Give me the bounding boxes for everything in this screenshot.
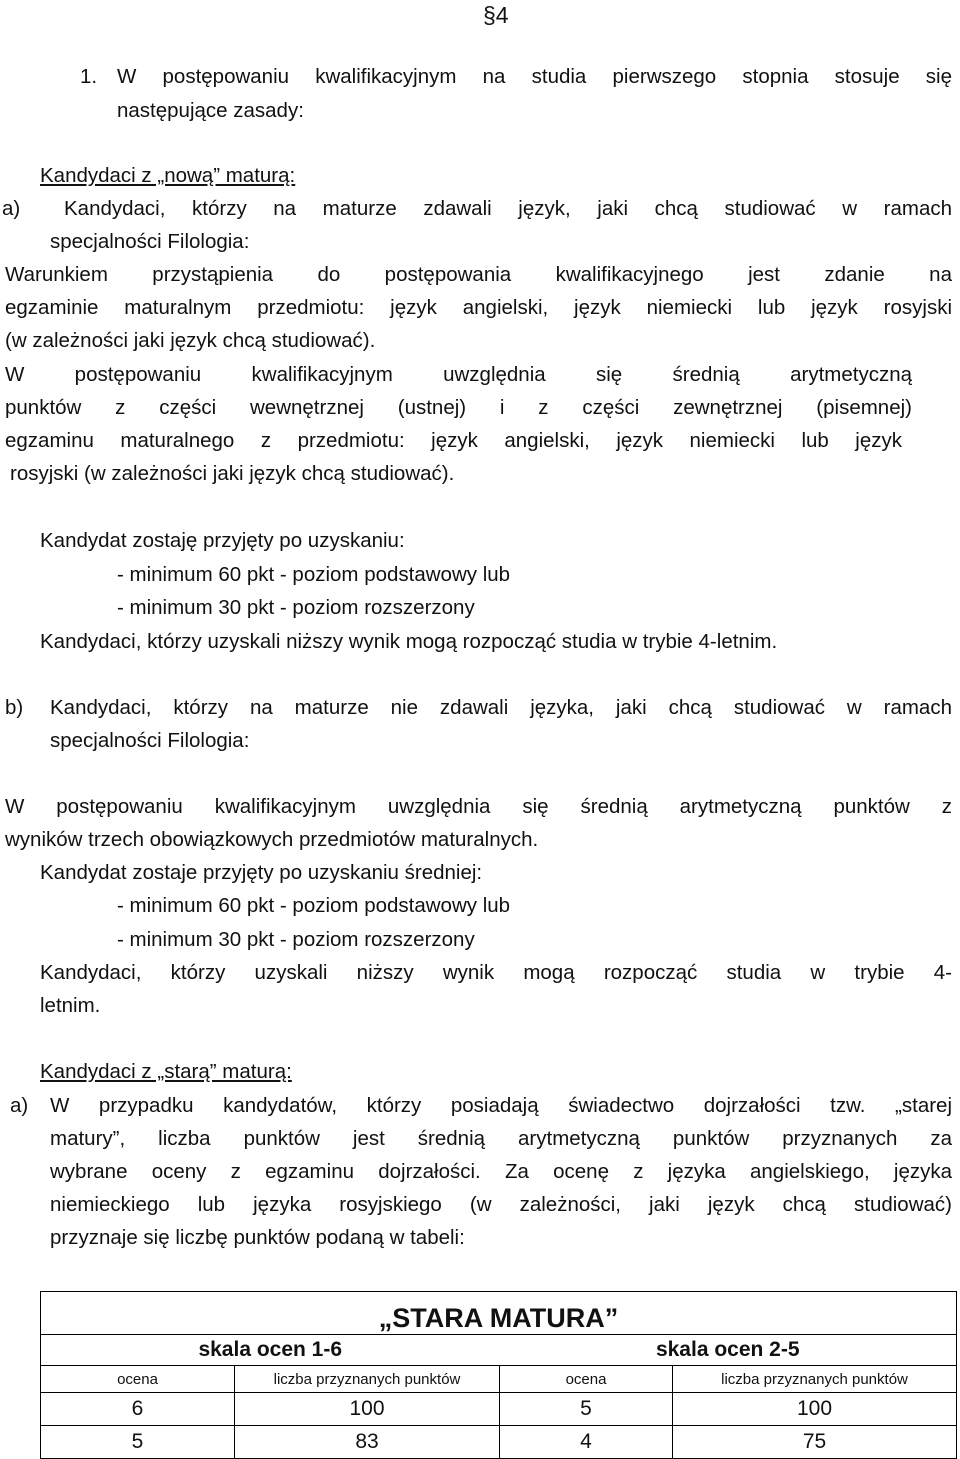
column-header-points: liczba przyznanych punktów [673,1366,957,1393]
section-number: §4 [483,2,509,28]
table-title: „STARA MATURA” [41,1292,957,1335]
old-item-a-line: przyznaje się liczbę punktów podaną w tabeli: [50,1226,465,1249]
table-cell: 5 [500,1393,673,1426]
intro-number: 1. [80,65,98,88]
table-cell: 83 [235,1426,500,1459]
admission-b-note: letnim. [40,994,101,1017]
procedure-b-line: wyników trzech obowiązkowych przedmiotów maturalnych. [5,828,539,851]
item-a-line: specjalności Filologia: [50,230,250,253]
admission-b-line: Kandydat zostaje przyjęty po uzyskaniu średniej: [40,861,483,884]
old-item-a-line: wybrane oceny z egzaminu dojrzałości. Za ocenę z języka angielskiego, języka [50,1160,952,1183]
procedure-paragraph-line: punktów z części wewnętrznej (ustnej) i z części zewnętrznej (pisemnej) [5,396,912,419]
stara-matura-table [40,1291,957,1459]
condition-paragraph-line: (w zależności jaki język chcą studiować). [5,329,376,352]
admission-b-note: Kandydaci, którzy uzyskali niższy wynik mogą rozpocząć studia w trybie 4- [40,961,952,984]
old-item-a-line: W przypadku kandydatów, którzy posiadają świadectwo dojrzałości tzw. „starej [50,1094,952,1117]
item-b-line: specjalności Filologia: [50,729,250,752]
condition-paragraph-line: egzaminie maturalnym przedmiotu: język angielski, język niemiecki lub język rosyjski [5,296,952,319]
procedure-paragraph-line: rosyjski (w zależności jaki język chcą studiować). [10,462,455,485]
table-row [41,1393,957,1426]
condition-paragraph-line: Warunkiem przystąpienia do postępowania kwalifikacyjnego jest zdanie na [5,263,952,286]
column-header-grade: ocena [41,1366,235,1393]
admission-b-criterion: - minimum 30 pkt - poziom rozszerzony [117,928,475,951]
procedure-b-line: W postępowaniu kwalifikacyjnym uwzględnia się średnią arytmetyczną punktów z [5,795,952,818]
new-matura-heading: Kandydaci z „nową” maturą: [40,164,296,187]
admission-paragraph-line: Kandydat zostaję przyjęty po uzyskaniu: [40,529,405,552]
table-cell: 6 [41,1393,235,1426]
table-cell: 5 [41,1426,235,1459]
table-cell: 75 [673,1426,957,1459]
intro-line: następujące zasady: [117,99,304,122]
admission-criterion: - minimum 30 pkt - poziom rozszerzony [117,596,475,619]
scale-2-5-header: skala ocen 2-5 [500,1335,957,1366]
item-b-line: Kandydaci, którzy na maturze nie zdawali języka, jaki chcą studiować w ramach [50,696,952,719]
old-item-a-marker: a) [10,1094,29,1117]
admission-b-criterion: - minimum 60 pkt - poziom podstawowy lub [117,894,511,917]
scale-1-6-header: skala ocen 1-6 [41,1335,500,1366]
table-cell: 4 [500,1426,673,1459]
table-cell: 100 [235,1393,500,1426]
table-row [41,1426,957,1459]
admission-criterion: - minimum 60 pkt - poziom podstawowy lub [117,563,511,586]
old-item-a-line: matury”, liczba punktów jest średnią arytmetyczną punktów przyznanych za [50,1127,952,1150]
item-a-line: Kandydaci, którzy na maturze zdawali język, jaki chcą studiować w ramach [64,197,952,220]
admission-note: Kandydaci, którzy uzyskali niższy wynik mogą rozpocząć studia w trybie 4-letnim. [40,630,778,653]
table-cell: 100 [673,1393,957,1426]
old-item-a-line: niemieckiego lub języka rosyjskiego (w zależności, jaki język chcą studiować) [50,1193,952,1216]
item-b-marker: b) [5,696,24,719]
old-matura-heading: Kandydaci z „starą” maturą: [40,1060,292,1083]
column-header-grade: ocena [500,1366,673,1393]
procedure-paragraph-line: egzaminu maturalnego z przedmiotu: język angielski, język niemiecki lub język [5,429,902,452]
column-header-points: liczba przyznanych punktów [235,1366,500,1393]
intro-line: W postępowaniu kwalifikacyjnym na studia pierwszego stopnia stosuje się [117,65,952,88]
item-a-marker: a) [2,197,21,220]
procedure-paragraph-line: W postępowaniu kwalifikacyjnym uwzględnia się średnią arytmetyczną [5,363,912,386]
